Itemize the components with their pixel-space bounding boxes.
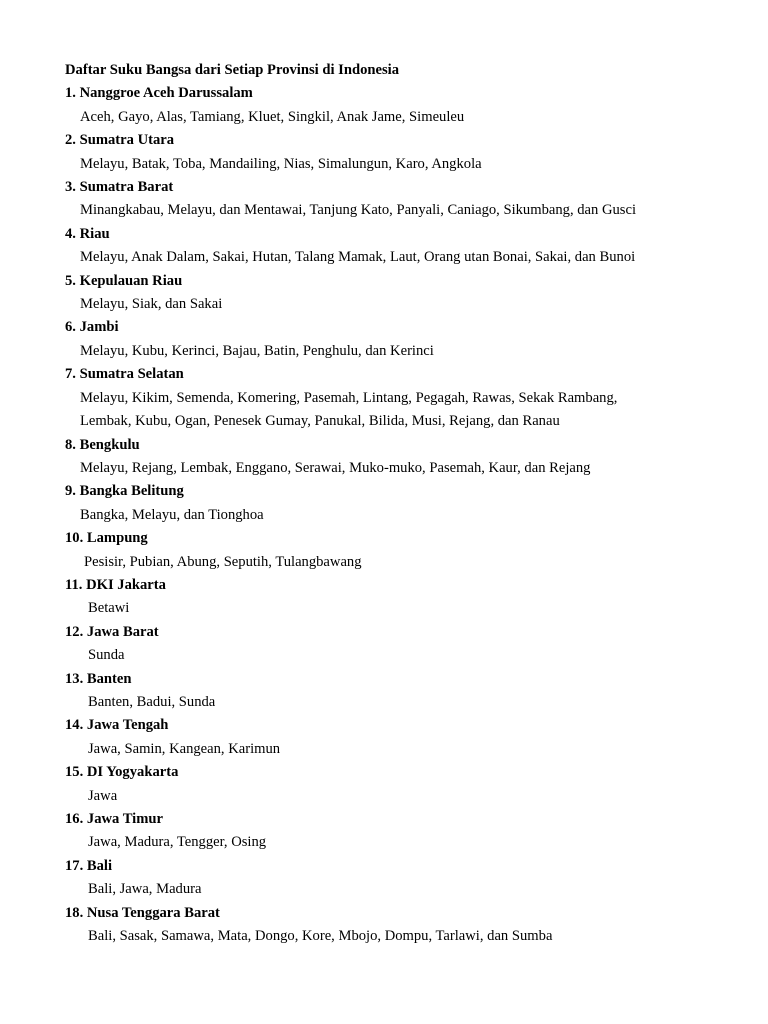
province-heading: 15. DI Yogyakarta: [65, 764, 179, 781]
province-entry: [65, 363, 755, 433]
province-entry: [65, 668, 755, 715]
document-page: [65, 59, 755, 948]
ethnic-groups-text: Melayu, Rejang, Lembak, Enggano, Serawai, Muko-muko, Pasemah, Kaur, dan Rejang: [80, 459, 591, 476]
ethnic-groups-text: Melayu, Anak Dalam, Sakai, Hutan, Talang Mamak, Laut, Orang utan Bonai, Sakai, dan Bunoi: [80, 249, 636, 266]
ethnic-groups-text: Jawa, Samin, Kangean, Karimun: [88, 740, 281, 757]
ethnic-groups-text: Bangka, Melayu, dan Tionghoa: [80, 506, 264, 523]
province-entry: [65, 223, 755, 270]
province-entry: [65, 574, 755, 621]
ethnic-groups-text: Jawa, Madura, Tengger, Osing: [88, 834, 267, 851]
province-heading: 4. Riau: [65, 225, 110, 242]
ethnic-groups-text: Sunda: [88, 647, 125, 664]
ethnic-groups-text: Aceh, Gayo, Alas, Tamiang, Kluet, Singkil, Anak Jame, Simeuleu: [80, 108, 465, 125]
province-entry: [65, 902, 755, 949]
province-heading: 18. Nusa Tenggara Barat: [65, 904, 220, 921]
ethnic-groups-text: Banten, Badui, Sunda: [88, 693, 216, 710]
province-entry: [65, 316, 755, 363]
document-title: Daftar Suku Bangsa dari Setiap Provinsi di Indonesia: [65, 62, 399, 78]
province-entry: [65, 129, 755, 176]
province-entry: [65, 621, 755, 668]
province-heading: 6. Jambi: [65, 319, 119, 336]
province-entry: [65, 270, 755, 317]
province-heading: 14. Jawa Tengah: [65, 717, 169, 734]
province-entry: [65, 855, 755, 902]
province-heading: 2. Sumatra Utara: [65, 132, 175, 149]
ethnic-groups-text: Melayu, Batak, Toba, Mandailing, Nias, Simalungun, Karo, Angkola: [80, 155, 482, 172]
province-heading: 3. Sumatra Barat: [65, 179, 174, 196]
province-entry: [65, 434, 755, 481]
ethnic-groups-text: Bali, Sasak, Samawa, Mata, Dongo, Kore, Mbojo, Dompu, Tarlawi, dan Sumba: [88, 928, 553, 945]
province-entry: [65, 761, 755, 808]
ethnic-groups-text: Lembak, Kubu, Ogan, Penesek Gumay, Panukal, Bilida, Musi, Rejang, dan Ranau: [80, 413, 560, 430]
province-heading: 16. Jawa Timur: [65, 811, 163, 827]
province-heading: 13. Banten: [65, 670, 132, 687]
ethnic-groups-text: Betawi: [88, 600, 130, 617]
ethnic-groups-text: Pesisir, Pubian, Abung, Seputih, Tulangbawang: [84, 553, 362, 570]
province-heading: 10. Lampung: [65, 530, 148, 547]
ethnic-groups-text: Melayu, Siak, dan Sakai: [80, 296, 223, 313]
province-heading: 1. Nanggroe Aceh Darussalam: [65, 85, 253, 102]
province-heading: 5. Kepulauan Riau: [65, 272, 183, 289]
ethnic-groups-text: Bali, Jawa, Madura: [88, 881, 202, 898]
province-entry: [65, 808, 755, 855]
province-list: [65, 82, 755, 948]
province-entry: [65, 82, 755, 129]
province-entry: [65, 714, 755, 761]
ethnic-groups-text: Minangkabau, Melayu, dan Mentawai, Tanjung Kato, Panyali, Caniago, Sikumbang, dan Gusci: [80, 202, 637, 219]
province-entry: [65, 176, 755, 223]
ethnic-groups-text: Jawa: [88, 787, 118, 804]
province-heading: 8. Bengkulu: [65, 436, 140, 453]
province-heading: 9. Bangka Belitung: [65, 483, 184, 500]
province-entry: [65, 480, 755, 527]
ethnic-groups-text: Melayu, Kubu, Kerinci, Bajau, Batin, Penghulu, dan Kerinci: [80, 342, 434, 359]
province-heading: 11. DKI Jakarta: [65, 576, 166, 593]
province-heading: 7. Sumatra Selatan: [65, 366, 184, 383]
province-heading: 17. Bali: [65, 857, 113, 874]
province-entry: [65, 527, 755, 574]
ethnic-groups-text: Melayu, Kikim, Semenda, Komering, Pasemah, Lintang, Pegagah, Rawas, Sekak Rambang,: [80, 389, 618, 406]
province-heading: 12. Jawa Barat: [65, 623, 159, 640]
